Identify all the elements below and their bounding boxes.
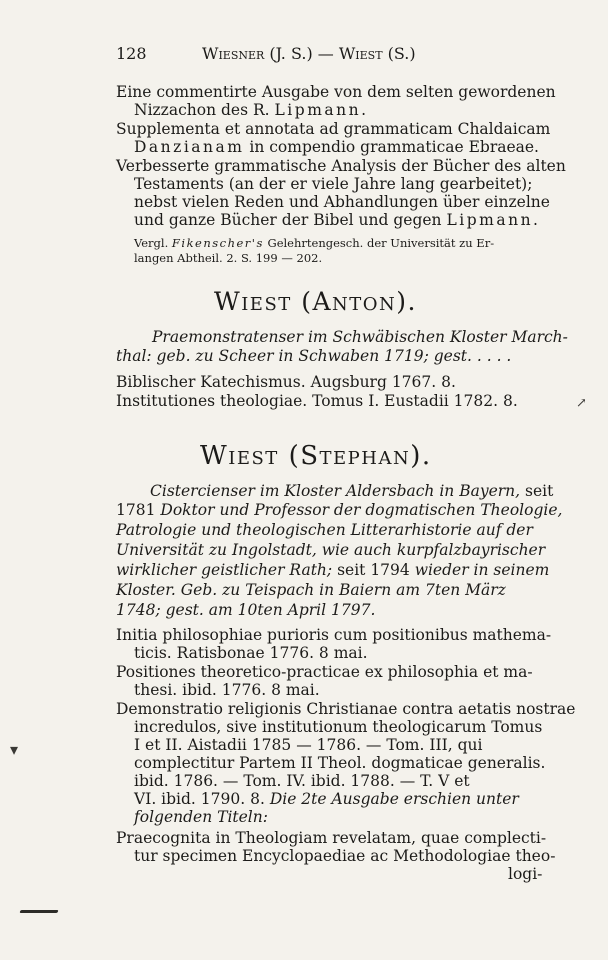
stephan-work-1-line-1: Initia philosophiae purioris cum positionibus mathema-	[116, 626, 552, 644]
stephan-work-2-line-2: thesi. ibid. 1776. 8 mai.	[134, 681, 320, 699]
wiesner-entry-3-line-2: Testaments (an der er viele Jahre lang gearbeitet);	[134, 175, 533, 193]
stephan-work-4-line-1: Praecognita in Theologiam revelatam, quae complecti-	[116, 829, 547, 847]
wiesner-entry-1-line-1: Eine commentirte Ausgabe von dem selten gewordenen	[116, 83, 556, 101]
anton-work-1: Biblischer Katechismus. Augsburg 1767. 8.	[116, 373, 456, 391]
stephan-work-3-line-4: complectitur Partem II Theol. dogmaticae generalis.	[134, 754, 546, 772]
stephan-work-3-line-3: I et II. Aistadii 1785 — 1786. — Tom. III, qui	[134, 736, 483, 754]
stephan-work-3-line-7: folgenden Titeln:	[134, 808, 268, 826]
running-title: Wiesner (J. S.) — Wiest (S.)	[202, 44, 416, 63]
stray-arrow-mark: ↗	[576, 396, 587, 411]
stephan-bio-line-4: Universität zu Ingolstadt, wie auch kurpfalzbayrischer	[116, 541, 546, 559]
wiesner-entry-3-text: und ganze Bücher der Bibel und gegen	[134, 211, 442, 229]
catchword: logi-	[508, 865, 543, 883]
stephan-work-4-line-2: tur specimen Encyclopaediae ac Methodologiae theo-	[134, 847, 556, 865]
stephan-bio-seit: seit	[525, 482, 554, 500]
stray-edge-mark: ▾	[10, 740, 19, 759]
anton-work-2: Institutiones theologiae. Tomus I. Eustadii 1782. 8.	[116, 392, 518, 410]
stephan-bio-line-3: Patrologie und theologischen Litterarhistorie auf der	[116, 521, 533, 539]
anton-bio-line-2: thal: geb. zu Scheer in Schwaben 1719; gest. . . . .	[116, 347, 512, 365]
stephan-heading: Wiest (Stephan).	[200, 441, 432, 471]
reference-title: Gelehrtengesch. der Universität zu Er-	[267, 236, 495, 250]
wiesner-entry-3-line-1: Verbesserte grammatische Analysis der Bücher des alten	[116, 157, 566, 175]
stephan-bio-line-2	[116, 500, 562, 520]
stephan-bio-kloster: wieder in seinem	[414, 561, 550, 579]
stephan-work-3-imprint: VI. ibid. 1790. 8.	[134, 790, 265, 808]
anton-heading: Wiest (Anton).	[214, 287, 417, 316]
stephan-work-3-note: Die 2te Ausgabe erschien unter	[269, 790, 519, 808]
stephan-work-3-line-1: Demonstratio religionis Christianae contra aetatis nostrae	[116, 700, 576, 718]
stephan-bio-order: Cistercienser im Kloster Aldersbach in Bayern,	[150, 482, 521, 500]
wiesner-entry-1-text: Nizzachon des R.	[134, 101, 270, 119]
stephan-bio-line-5	[116, 560, 549, 580]
stephan-bio-rath: wirklicher geistlicher Rath;	[116, 561, 333, 579]
stephan-bio-line-7: 1748; gest. am 10ten April 1797.	[116, 601, 376, 619]
wiesner-entry-3-line-3: nebst vielen Reden und Abhandlungen über einzelne	[134, 193, 550, 211]
reference-line-2: langen Abtheil. 2. S. 199 — 202.	[134, 251, 323, 265]
stephan-work-1-line-2: ticis. Ratisbonae 1776. 8 mai.	[134, 644, 368, 662]
wiesner-entry-1-name: Lipmann.	[274, 101, 369, 119]
wiesner-entry-3-line-4	[134, 210, 540, 230]
stephan-work-3-line-6	[134, 789, 519, 809]
anton-bio-line-1: Praemonstratenser im Schwäbischen Kloster March-	[152, 328, 568, 346]
stephan-bio-title: Doktor und Professor der dogmatischen Theologie,	[160, 501, 563, 519]
stephan-bio-line-1	[150, 481, 553, 501]
wiesner-entry-2-line-1: Supplementa et annotata ad grammaticam Chaldaicam	[116, 120, 551, 138]
stephan-bio-year: 1781	[116, 501, 156, 519]
wiesner-entry-3-name: Lipmann.	[446, 211, 541, 229]
stephan-work-3-line-5: ibid. 1786. — Tom. IV. ibid. 1788. — T. V et	[134, 772, 470, 790]
wiesner-entry-2-name: Danzianam	[134, 138, 245, 156]
stephan-bio-seit-1794: seit 1794	[337, 561, 410, 579]
stephan-work-2-line-1: Positiones theoretico-practicae ex philosophia et ma-	[116, 663, 533, 681]
stray-bottom-smudge	[19, 910, 58, 913]
stephan-bio-line-6: Kloster. Geb. zu Teispach in Baiern am 7ten März	[116, 581, 506, 599]
reference-author: Fikenscher's	[171, 236, 264, 250]
wiesner-entry-2-text: in compendio grammaticae Ebraeae.	[249, 138, 539, 156]
wiesner-entry-2-line-2	[134, 137, 539, 157]
page-number: 128	[116, 44, 147, 63]
stephan-work-3-line-2: incredulos, sive institutionum theologicarum Tomus	[134, 718, 543, 736]
reference-prefix: Vergl.	[134, 236, 169, 250]
wiesner-entry-1-line-2	[134, 100, 369, 120]
